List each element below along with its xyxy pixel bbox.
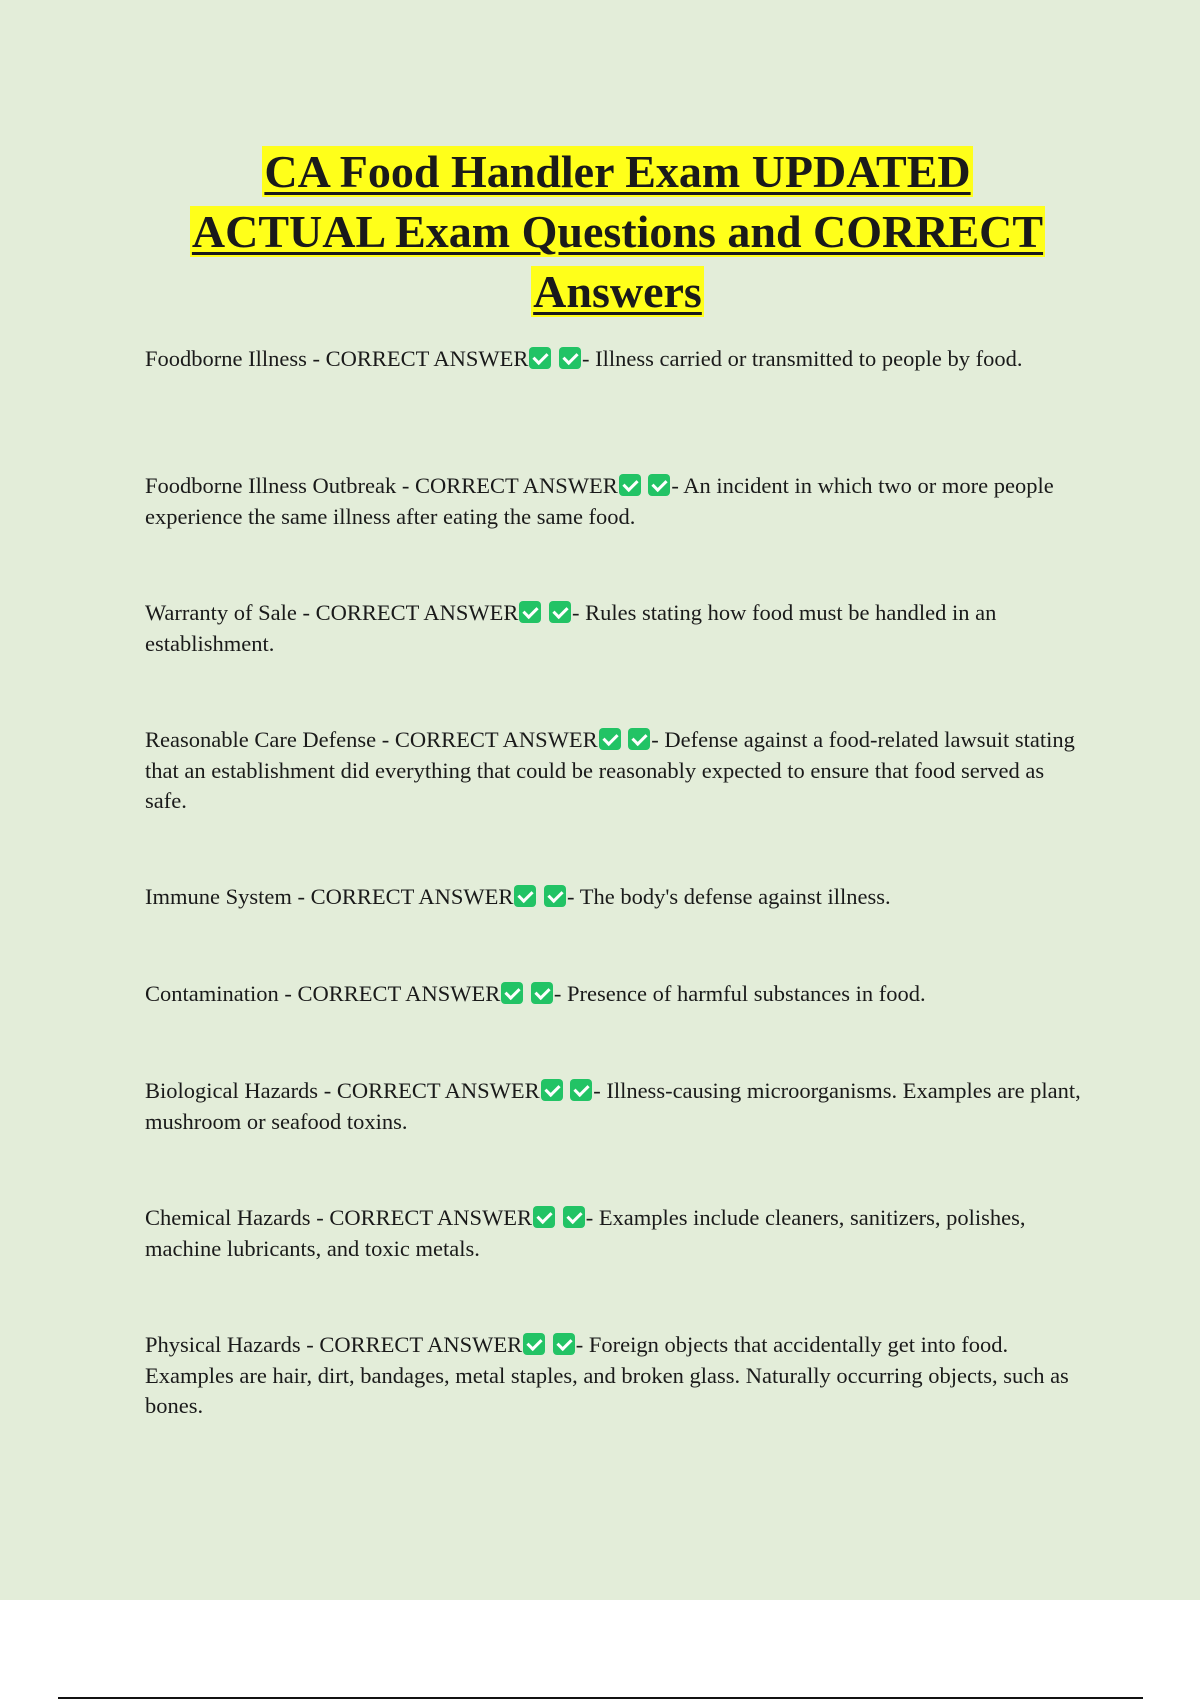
check-mark-icon <box>628 728 650 750</box>
check-mark-icon <box>648 474 670 496</box>
answer-marker: CORRECT ANSWER <box>394 727 598 752</box>
check-mark-icon <box>501 982 523 1004</box>
page-title <box>120 142 1115 322</box>
qa-item: Biological Hazards - CORRECT ANSWER - Illness-causing microorganisms. Examples are plant, mushroom or seafood toxins. <box>145 1078 1081 1134</box>
answer-marker: CORRECT ANSWER <box>329 1205 533 1230</box>
qa-term: Chemical Hazards <box>145 1205 311 1230</box>
qa-item: Foodborne Illness Outbreak - CORRECT ANSWER - An incident in which two or more people experience the same illness after eating the same food. <box>145 473 1054 529</box>
answer-marker: CORRECT ANSWER <box>297 981 501 1006</box>
qa-item: Contamination - CORRECT ANSWER - Presence of harmful substances in food. <box>145 981 926 1006</box>
qa-term: Foodborne Illness <box>145 346 307 371</box>
qa-definition: An incident in which two or more people experience the same illness after eating the same food. <box>145 473 1054 529</box>
check-mark-icon <box>599 728 621 750</box>
qa-definition: Presence of harmful substances in food. <box>567 981 926 1006</box>
check-mark-icon <box>549 601 571 623</box>
title-line-1: CA Food Handler Exam UPDATED <box>264 146 971 197</box>
check-mark-icon <box>559 347 581 369</box>
qa-definition: Examples include cleaners, sanitizers, polishes, machine lubricants, and toxic metals. <box>145 1205 1026 1261</box>
qa-term: Foodborne Illness Outbreak <box>145 473 397 498</box>
check-mark-icon <box>619 474 641 496</box>
qa-item: Foodborne Illness - CORRECT ANSWER - Illness carried or transmitted to people by food. <box>145 346 1023 371</box>
qa-item: Chemical Hazards - CORRECT ANSWER - Examples include cleaners, sanitizers, polishes, machine lubricants, and toxic metals. <box>145 1205 1026 1261</box>
check-mark-icon <box>514 885 536 907</box>
check-mark-icon <box>519 601 541 623</box>
qa-term: Physical Hazards <box>145 1332 301 1357</box>
title-line-3: Answers <box>533 266 702 317</box>
qa-definition: Foreign objects that accidentally get into food. Examples are hair, dirt, bandages, metal staples, and broken glass. Naturally occurring objects, such as bones. <box>145 1332 1069 1418</box>
qa-item: Warranty of Sale - CORRECT ANSWER - Rules stating how food must be handled in an establishment. <box>145 600 997 656</box>
qa-term: Contamination <box>145 981 279 1006</box>
answer-marker: CORRECT ANSWER <box>315 600 519 625</box>
qa-definition: Rules stating how food must be handled in an establishment. <box>145 600 997 656</box>
qa-term: Biological Hazards <box>145 1078 319 1103</box>
qa-item: Physical Hazards - CORRECT ANSWER - Foreign objects that accidentally get into food. Examples are hair, dirt, bandages, metal staples, and broken glass. Naturally occurring objects, such as bones. <box>145 1332 1069 1418</box>
check-mark-icon <box>533 1206 555 1228</box>
qa-definition: Defense against a food-related lawsuit stating that an establishment did everything that could be reasonably expected to ensure that food served as safe. <box>145 727 1075 813</box>
answer-marker: CORRECT ANSWER <box>310 884 514 909</box>
check-mark-icon <box>570 1079 592 1101</box>
qa-item: Immune System - CORRECT ANSWER - The body's defense against illness. <box>145 884 891 909</box>
check-mark-icon <box>563 1206 585 1228</box>
qa-definition: Illness carried or transmitted to people by food. <box>595 346 1023 371</box>
qa-term: Warranty of Sale <box>145 600 297 625</box>
answer-marker: CORRECT ANSWER <box>336 1078 540 1103</box>
check-mark-icon <box>541 1079 563 1101</box>
qa-item: Reasonable Care Defense - CORRECT ANSWER - Defense against a food-related lawsuit stating that an establishment did everything that could be reasonably expected to ensure that food served as safe. <box>145 727 1075 813</box>
answer-marker: CORRECT ANSWER <box>414 473 618 498</box>
title-line-2: ACTUAL Exam Questions and CORRECT <box>191 206 1044 257</box>
answer-marker: CORRECT ANSWER <box>319 1332 523 1357</box>
check-mark-icon <box>529 347 551 369</box>
footer-divider <box>58 1697 1143 1699</box>
check-mark-icon <box>531 982 553 1004</box>
qa-term: Immune System <box>145 884 292 909</box>
qa-term: Reasonable Care Defense <box>145 727 377 752</box>
check-mark-icon <box>544 885 566 907</box>
qa-definition: Illness-causing microorganisms. Examples are plant, mushroom or seafood toxins. <box>145 1078 1081 1134</box>
check-mark-icon <box>553 1333 575 1355</box>
qa-definition: The body's defense against illness. <box>579 884 891 909</box>
answer-marker: CORRECT ANSWER <box>325 346 529 371</box>
check-mark-icon <box>523 1333 545 1355</box>
